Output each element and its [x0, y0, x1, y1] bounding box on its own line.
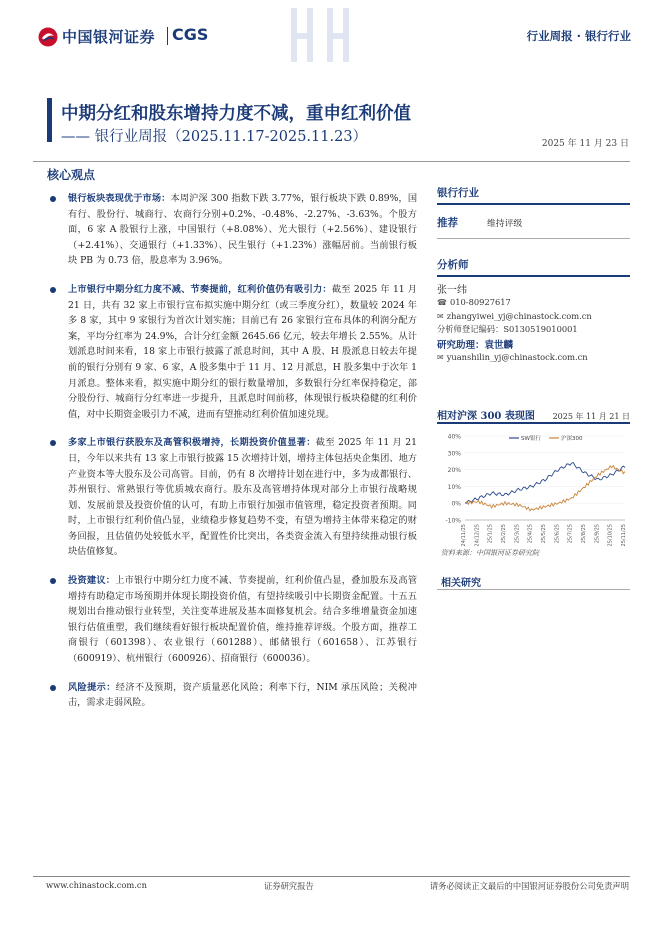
chart-divider — [437, 422, 630, 424]
watermark-emblem-icon — [288, 6, 354, 64]
analyst-heading: 分析师 — [437, 259, 469, 271]
bullet-lead: 银行板块表现优于市场： — [68, 193, 171, 204]
company-logo-icon — [38, 27, 58, 47]
x-tick-label: 24/12/25 — [474, 524, 481, 547]
logo-divider — [167, 27, 168, 45]
x-tick-label: 25/9/25 — [594, 524, 601, 544]
email-icon: ✉ — [437, 352, 444, 362]
chart-date: 2025 年 11 月 21 日 — [552, 412, 630, 421]
bullet-dot-icon — [50, 578, 56, 584]
footer-website[interactable]: www.chinastock.com.cn — [46, 880, 147, 890]
chart-title: 相对沪深 300 表现图 — [437, 411, 535, 422]
chart-source: 资料来源：中国银河证券研究院 — [441, 549, 539, 557]
bullet-body: 上市银行中期分红力度不减、节奏提前，红利价值凸显，叠加股东及高管增持有助稳定市场预期并体现长期投资价值，有望持续吸引中长期资金配置。十五五规划出台推动银行业转型，关注变革进展及基本面修复机会。结合多维增量资金加速银行估值重塑，我们继续看好银行板块配置价值，维持推荐评级。个股方面，推荐工商银行（601398）、农业银行（601288）、邮储银行（601658）、江苏银行（600919）、杭州银行（600926）、招商银行（600036）。 — [68, 575, 418, 665]
company-logo-text: 中国银河证券 — [62, 28, 156, 46]
series-line-sw-bank — [465, 463, 625, 504]
analyst-cert: 分析师登记编码：S0130519010001 — [437, 324, 578, 335]
y-tick-label: 20% — [447, 467, 461, 475]
x-tick-label: 25/8/25 — [581, 524, 587, 544]
rating-value: 维持评级 — [487, 219, 523, 229]
core-bullet — [47, 435, 417, 560]
phone-icon: ☎ — [437, 298, 447, 307]
bullet-dot-icon — [50, 685, 56, 691]
related-research-heading: 相关研究 — [441, 578, 481, 589]
bullet-dot-icon — [50, 440, 56, 446]
legend-label: SW银行 — [521, 436, 541, 442]
bullet-body: 本周沪深 300 指数下跌 3.77%，银行板块下跌 0.89%，国有行、股份行、城商行、农商行分别+0.2%、-0.48%、-2.27%、-3.63%。个股方面，6 家 A 股银行上涨，中国银行（+8.08%）、光大银行（+2.56%）、建设银行（+2.41%）、交通银行（+1.33%）、民生银行（+1.23%）涨幅居前。当前银行板块 PB 为 0.73 倍，股息率为 3.96%。 — [68, 193, 418, 267]
analyst-divider — [437, 275, 630, 277]
footer-disclaimer: 请务必阅读正文最后的中国银河证券股份公司免责声明 — [429, 881, 629, 891]
bullet-body: 截至 2025 年 11 月 21 日，共有 32 家上市银行宣布拟实施中期分红（或三季度分红），数量较 2024 年多 8 家，其中 9 家银行为首次计划实施；目前已有 26 家银行宣布具体的利润分配方案，平均分红率为 24.9%，合计分红金额 2645.66 亿元，较去年增长 2.55%。从计划派息时间来看，18 家上市银行披露了派息时间，其中 A 股、H 股派息日较去年提前的银行分别有 9 家、6 家，A 股多集中于 11 月、12 月派息，H 股多集中于次年 1 月派息。整体来看，拟实施中期分红的银行数量增加，多数银行分红率保持稳定，部分股份行、城商行分红率进一步提升，且派息时间前移，体现银行板块稳健的红利价值，对中长期资金吸引力不减，进而有望推动红利价值加速兑现。 — [68, 283, 417, 420]
x-tick-label: 25/4/25 — [527, 524, 534, 544]
report-subtitle: —— 银行业周报（2025.11.17-2025.11.23） — [61, 129, 368, 145]
bullet-dot-icon — [50, 196, 56, 202]
footer-center: 证券研究报告 — [264, 881, 314, 891]
analyst-email[interactable]: zhangyiwei_yj@chinastock.com.cn — [446, 310, 592, 321]
bullet-body: 经济不及预期，资产质量恶化风险；利率下行，NIM 承压风险；关税冲击，需求走弱风险。 — [68, 681, 417, 709]
x-tick-label: 25/5/25 — [541, 524, 547, 544]
company-logo-en: CGS — [172, 25, 209, 44]
report-category: 行业周报 · 银行行业 — [526, 29, 631, 43]
x-tick-label: 25/7/25 — [567, 524, 574, 544]
x-tick-label: 25/10/25 — [607, 524, 614, 547]
x-tick-label: 25/2/25 — [501, 524, 507, 544]
related-divider — [437, 589, 630, 590]
bullet-lead: 投资建议： — [68, 575, 116, 587]
bullet-body: 截至 2025 年 11 月 21 日，今年以来共有 13 家上市银行披露 15 次增持计划，增持主体包括央企集团、地方产业资本等大股东及公司高管。目前，仍有 8 次增持计划在进行中，多为成都银行、苏州银行、常熟银行等优质城农商行。股东及高管增持体现对部分上市银行战略规划、发展前景及投资价值的认可，有助上市银行加强市值管理，稳定投资者预期。同时，上市银行红利价值凸显，业绩稳步修复趋势不变，有望为增持主体带来稳定的财务回报，且估值仍处较低水平，配置性价比突出，各类资金流入有望持续推动银行板块估值修复。 — [68, 437, 417, 558]
analyst-phone-row — [437, 296, 630, 310]
analyst-email-row — [437, 310, 630, 324]
header-divider — [33, 161, 630, 162]
series-line-csi300 — [465, 466, 625, 511]
report-date: 2025 年 11 月 23 日 — [541, 139, 629, 149]
analyst-block — [437, 257, 630, 364]
footer-divider — [33, 876, 630, 877]
x-tick-label: 25/11/25 — [621, 524, 627, 547]
industry-heading: 银行行业 — [437, 187, 479, 199]
y-tick-label: 10% — [447, 483, 461, 491]
assistant-email[interactable]: yuanshilin_yj@chinastock.com.cn — [446, 351, 588, 362]
rating-divider — [437, 238, 630, 239]
x-tick-label: 24/11/25 — [461, 524, 467, 547]
y-tick-label: -10% — [445, 517, 461, 525]
sidebar — [437, 185, 630, 364]
rating-label: 推荐 — [437, 217, 458, 229]
analyst-phone: 010-80927617 — [449, 297, 511, 307]
research-assistant: 研究助理：袁世麟 — [437, 339, 514, 351]
core-bullet — [47, 680, 417, 711]
bullet-dot-icon — [50, 287, 56, 293]
bullet-lead: 多家上市银行获股东及高管积极增持，长期投资价值显著： — [68, 437, 316, 449]
bullet-lead: 风险提示： — [68, 681, 116, 693]
chart-header — [437, 407, 630, 422]
legend-label: 沪深300 — [561, 436, 583, 442]
core-bullet — [47, 282, 417, 422]
y-tick-label: 40% — [447, 433, 461, 441]
y-tick-label: 0% — [451, 500, 461, 508]
email-icon: ✉ — [437, 311, 444, 321]
core-views-heading: 核心观点 — [47, 168, 96, 182]
industry-divider — [437, 203, 630, 205]
y-tick-label: 30% — [447, 450, 461, 458]
rating-row — [437, 215, 630, 230]
analyst-name: 张一纬 — [437, 285, 467, 296]
x-tick-label: 25/6/25 — [554, 524, 561, 544]
bullet-lead: 上市银行中期分红力度不减、节奏提前，红利价值仍有吸引力： — [68, 283, 332, 295]
core-bullet — [47, 191, 417, 269]
report-title: 中期分红和股东增持力度不减，重申红利价值 — [61, 104, 411, 124]
x-tick-label: 25/3/25 — [514, 524, 521, 544]
assistant-email-row — [437, 351, 630, 365]
performance-chart — [437, 428, 630, 548]
core-bullet — [47, 573, 417, 667]
title-accent-bar — [47, 98, 52, 142]
core-views-list — [47, 191, 417, 724]
x-tick-label: 25/1/25 — [487, 524, 494, 544]
